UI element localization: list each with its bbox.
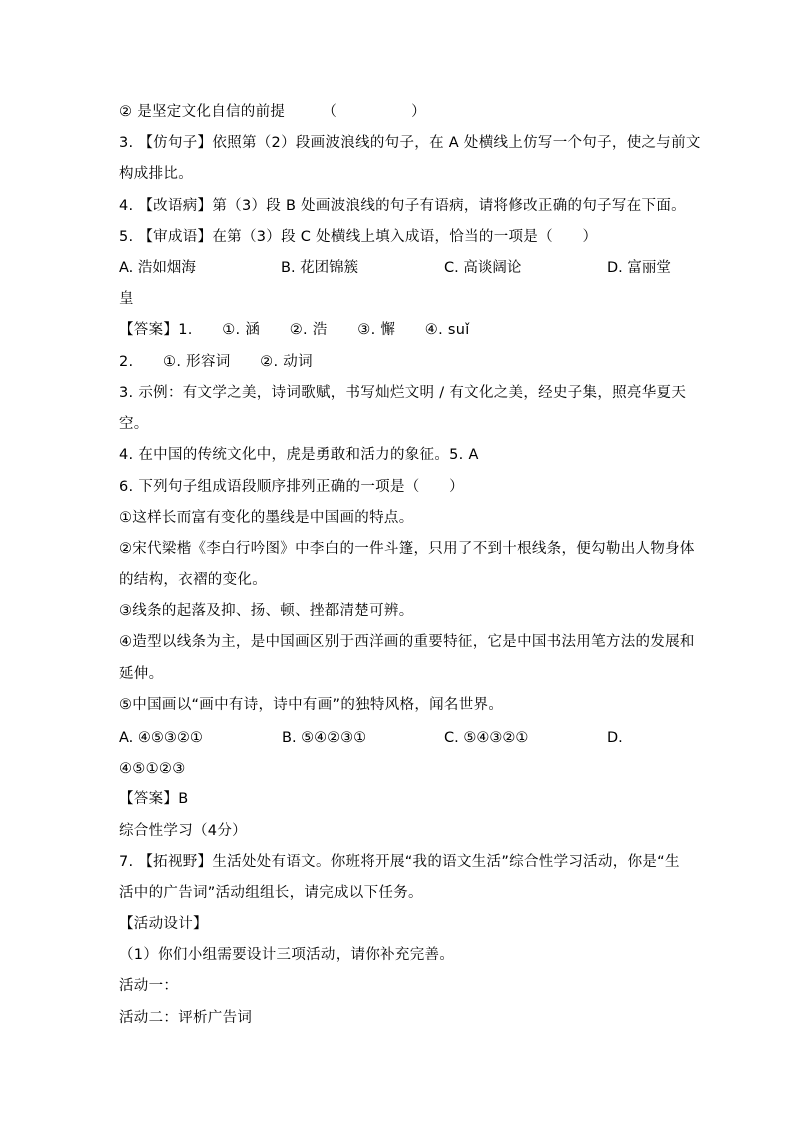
q5-option-b: B. 花团锦簇 bbox=[281, 260, 359, 276]
text-line: 3. 【仿句子】依照第（2）段画波浪线的句子，在 A 处横线上仿写一个句子，使之与前文 bbox=[119, 135, 701, 151]
text-line: 6. 下列句子组成语段顺序排列正确的一项是（ ） bbox=[119, 479, 464, 495]
text-line: （1）你们小组需要设计三项活动，请你补充完善。 bbox=[119, 947, 455, 963]
text-line: ④造型以线条为主，是中国画区别于西洋画的重要特征，它是中国书法用笔方法的发展和 bbox=[119, 634, 695, 650]
answer-line: 【答案】B bbox=[119, 791, 189, 807]
text-line: ①这样长而富有变化的墨线是中国画的特点。 bbox=[119, 510, 414, 526]
text-line: 2. ①. 形容词 ②. 动词 bbox=[119, 354, 313, 370]
text-line: 4. 【改语病】第（3）段 B 处画波浪线的句子有语病，请将修改正确的句子写在下面。 bbox=[119, 198, 686, 214]
text-line: ②宋代梁楷《李白行吟图》中李白的一件斗篷，只用了不到十根线条，便勾勒出人物身体 bbox=[119, 541, 695, 557]
text-line: 活动一： bbox=[119, 978, 179, 994]
q6-option-a: A. ④⑤③②① bbox=[119, 730, 203, 746]
text-line: 活动二：评析广告词 bbox=[119, 1010, 253, 1026]
text-line: 5. 【审成语】在第（3）段 C 处横线上填入成语，恰当的一项是（ ） bbox=[119, 229, 598, 245]
text-line: 构成排比。 bbox=[119, 166, 193, 182]
text-line: 【活动设计】 bbox=[119, 916, 208, 932]
q5-option-a: A. 浩如烟海 bbox=[119, 260, 196, 276]
text-line: 的结构，衣褶的变化。 bbox=[119, 572, 267, 588]
text-line: 7. 【拓视野】生活处处有语文。你班将开展“我的语文生活”综合性学习活动，你是“生 bbox=[119, 854, 680, 870]
text-line: 皇 bbox=[119, 291, 134, 307]
q6-option-d: D. bbox=[607, 730, 623, 746]
text-line: ③线条的起落及抑、扬、顿、挫都清楚可辨。 bbox=[119, 603, 414, 619]
q6-option-b: B. ⑤④②③① bbox=[282, 730, 367, 746]
section-heading: 综合性学习（4分） bbox=[119, 823, 247, 839]
text-line: ② 是坚定文化自信的前提 （ ） bbox=[119, 104, 426, 120]
text-line: 3. 示例：有文学之美，诗词歌赋，书写灿烂文明 / 有文化之美，经史子集，照亮华夏天 bbox=[119, 385, 687, 401]
text-line: 活中的广告词”活动组组长，请完成以下任务。 bbox=[119, 885, 423, 901]
text-line: ⑤中国画以“画中有诗，诗中有画”的独特风格，闻名世界。 bbox=[119, 697, 504, 713]
text-line: 4. 在中国的传统文化中，虎是勇敢和活力的象征。5. A bbox=[119, 447, 479, 463]
q6-option-c: C. ⑤④③②① bbox=[444, 730, 529, 746]
text-line: 空。 bbox=[119, 416, 149, 432]
q5-option-d: D. 富丽堂 bbox=[607, 260, 671, 276]
text-line: 延伸。 bbox=[119, 666, 164, 682]
q5-option-c: C. 高谈阔论 bbox=[444, 260, 522, 276]
answer-line: 【答案】1. ①. 涵 ②. 浩 ③. 懈 ④. suǐ bbox=[119, 322, 470, 338]
text-line: ④⑤①②③ bbox=[119, 761, 186, 777]
